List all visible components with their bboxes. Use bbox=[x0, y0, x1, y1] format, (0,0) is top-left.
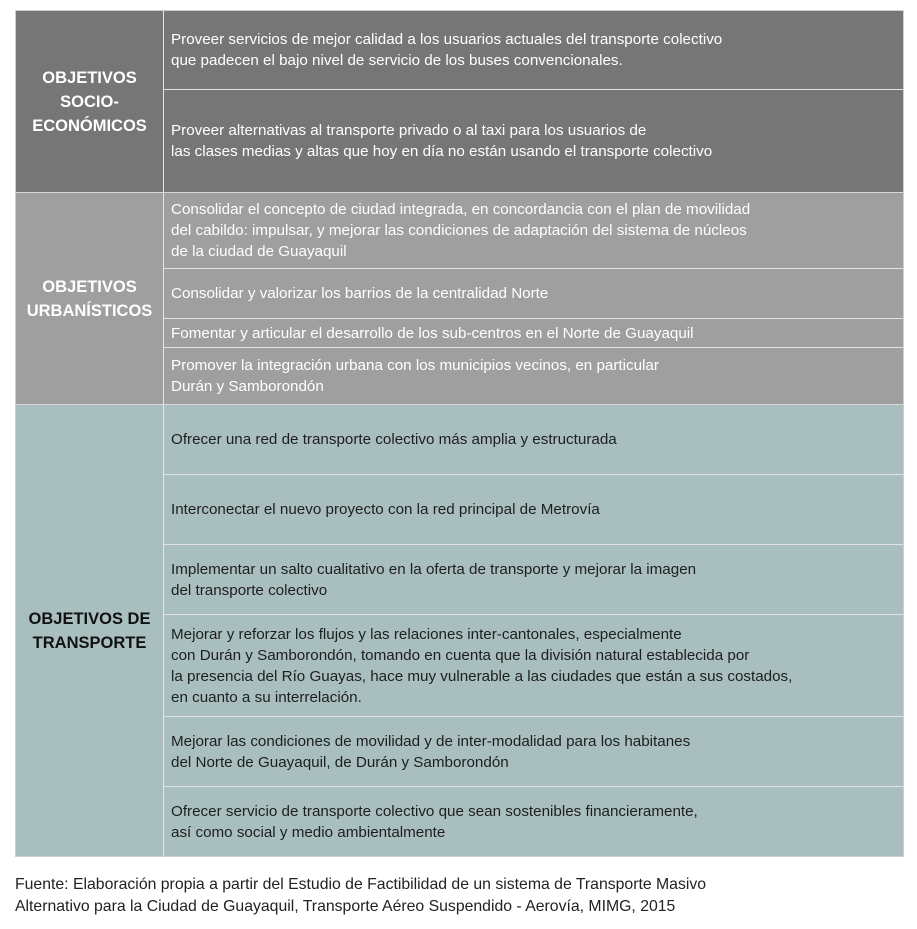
objective-row: Proveer servicios de mejor calidad a los usuarios actuales del transporte colectivo que padecen el bajo nivel de servicio de los buses convencionales. bbox=[164, 11, 903, 90]
objective-row: Consolidar el concepto de ciudad integrada, en concordancia con el plan de movilidad del cabildo: impulsar, y mejorar las condiciones de adaptación del sistema de núcleos de la ciudad de Guayaquil bbox=[164, 193, 903, 269]
transport-section bbox=[16, 405, 903, 856]
urban-rows bbox=[164, 193, 903, 404]
objective-row: Fomentar y articular el desarrollo de los sub-centros en el Norte de Guayaquil bbox=[164, 319, 903, 348]
objective-row: Mejorar las condiciones de movilidad y de inter-modalidad para los habitanes del Norte de Guayaquil, de Durán y Samborondón bbox=[164, 717, 903, 787]
urban-label: OBJETIVOS URBANÍSTICOS bbox=[16, 193, 164, 404]
socioeconomic-label: OBJETIVOS SOCIO- ECONÓMICOS bbox=[16, 11, 164, 192]
socioeconomic-section bbox=[16, 11, 903, 193]
objective-row: Mejorar y reforzar los flujos y las relaciones inter-cantonales, especialmente con Durán y Samborondón, tomando en cuenta que la división natural establecida por la presencia del Río Guayas, hace muy vulnerable a las ciudades que están a sus costados, en cuanto a su interrelación. bbox=[164, 615, 903, 717]
objective-row: Implementar un salto cualitativo en la oferta de transporte y mejorar la imagen del transporte colectivo bbox=[164, 545, 903, 615]
urban-section bbox=[16, 193, 903, 405]
objective-row: Promover la integración urbana con los municipios vecinos, en particular Durán y Samborondón bbox=[171, 357, 659, 395]
transport-label: OBJETIVOS DE TRANSPORTE bbox=[16, 405, 164, 856]
socioeconomic-rows bbox=[164, 11, 903, 192]
objective-row: Consolidar y valorizar los barrios de la centralidad Norte bbox=[164, 269, 903, 319]
objective-row: Ofrecer servicio de transporte colectivo que sean sostenibles financieramente, así como social y medio ambientalmente bbox=[171, 802, 698, 841]
objectives-table bbox=[15, 10, 904, 857]
transport-rows bbox=[164, 405, 903, 856]
objective-row: Ofrecer una red de transporte colectivo más amplia y estructurada bbox=[164, 405, 903, 475]
source-caption: Fuente: Elaboración propia a partir del Estudio de Factibilidad de un sistema de Transporte Masivo Alternativo para la Ciudad de Guayaquil, Transporte Aéreo Suspendido - Aerovía, MIMG, 2015 bbox=[15, 876, 707, 915]
objective-row: Interconectar el nuevo proyecto con la red principal de Metrovía bbox=[164, 475, 903, 545]
objective-row: Proveer alternativas al transporte privado o al taxi para los usuarios de las clases medias y altas que hoy en día no están usando el transporte colectivo bbox=[171, 122, 713, 160]
